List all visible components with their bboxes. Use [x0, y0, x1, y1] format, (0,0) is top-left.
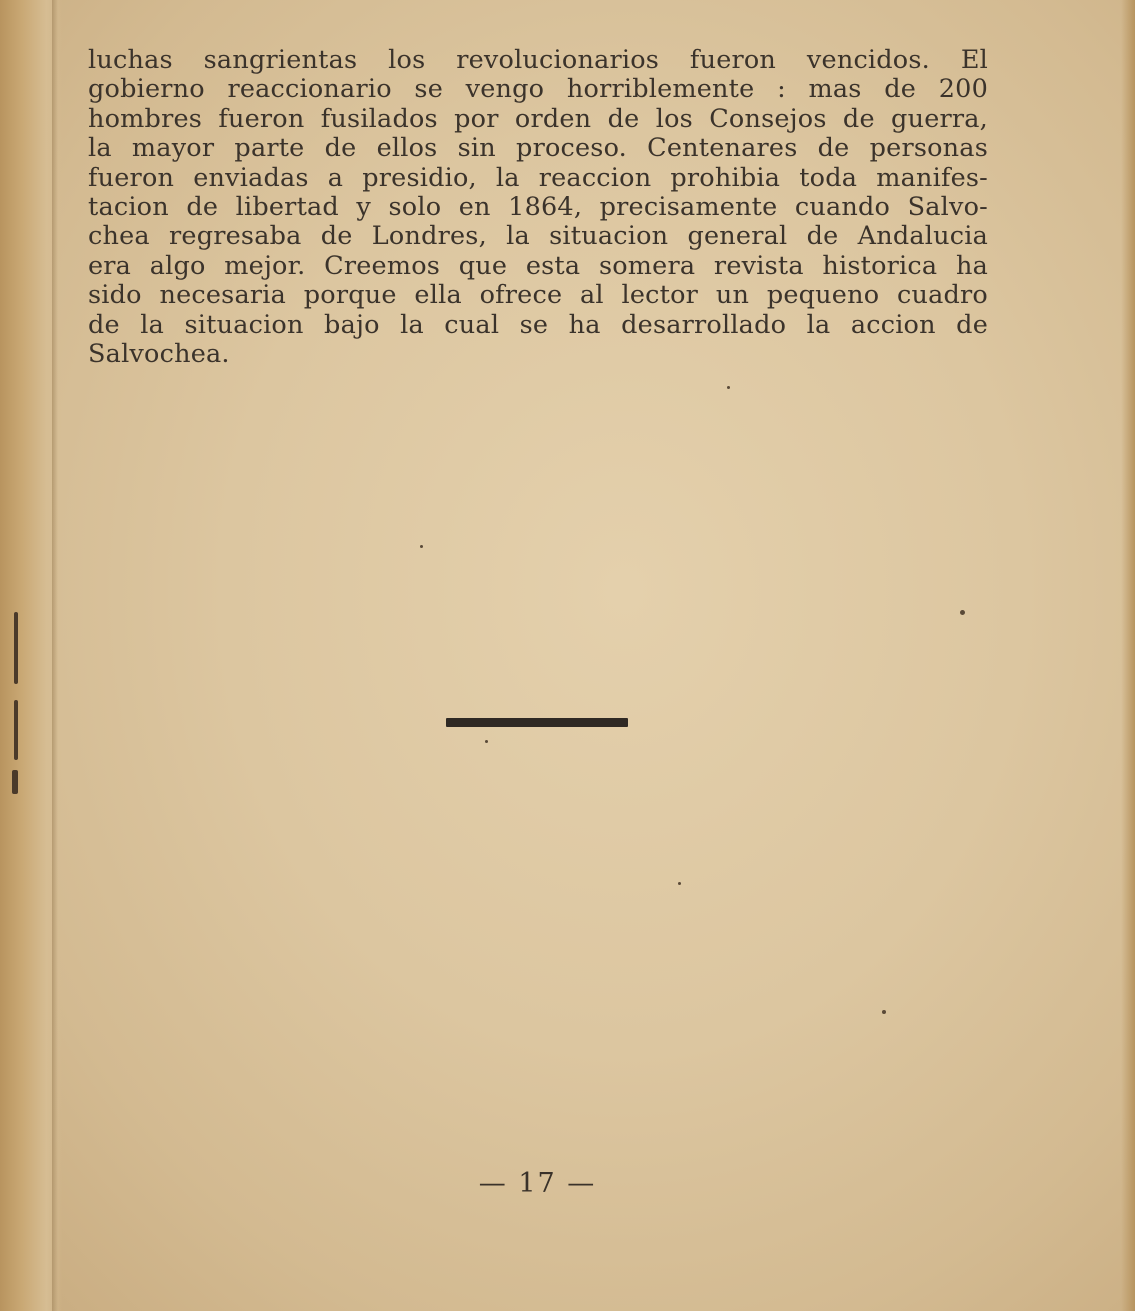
page-edge — [1121, 0, 1135, 1311]
binding-stitch — [14, 612, 18, 684]
page-number: — 17 — — [478, 1168, 597, 1199]
gutter-shadow — [52, 0, 58, 1311]
body-paragraph — [88, 46, 988, 369]
text-line: Salvochea. — [88, 338, 230, 369]
paper-speck — [485, 740, 488, 743]
section-divider-rule — [446, 718, 628, 727]
text-line: chea regresaba de Londres, la situacion general de Andalucia — [88, 221, 988, 252]
paper-speck — [420, 545, 423, 548]
text-line: la mayor parte de ellos sin proceso. Centenares de personas — [88, 133, 988, 164]
paper-speck — [882, 1010, 886, 1014]
paper-speck — [727, 386, 730, 389]
binding-stitch — [12, 770, 18, 794]
text-line: era algo mejor. Creemos que esta somera revista historica ha — [88, 250, 988, 281]
text-line: hombres fueron fusilados por orden de los Consejos de guerra, — [88, 103, 988, 134]
text-line: tacion de libertad y solo en 1864, precisamente cuando Salvo- — [88, 191, 988, 222]
text-line: de la situacion bajo la cual se ha desarrollado la accion de — [88, 309, 988, 340]
paper-speck — [960, 610, 965, 615]
text-line: gobierno reaccionario se vengo horriblemente : mas de 200 — [88, 74, 988, 105]
text-line: fueron enviadas a presidio, la reaccion prohibia toda manifes- — [88, 162, 988, 193]
paper-speck — [678, 882, 681, 885]
binding-stitch — [14, 700, 18, 760]
text-line: sido necesaria porque ella ofrece al lector un pequeno cuadro — [88, 280, 988, 311]
text-line: luchas sangrientas los revolucionarios fueron vencidos. El — [88, 45, 988, 75]
